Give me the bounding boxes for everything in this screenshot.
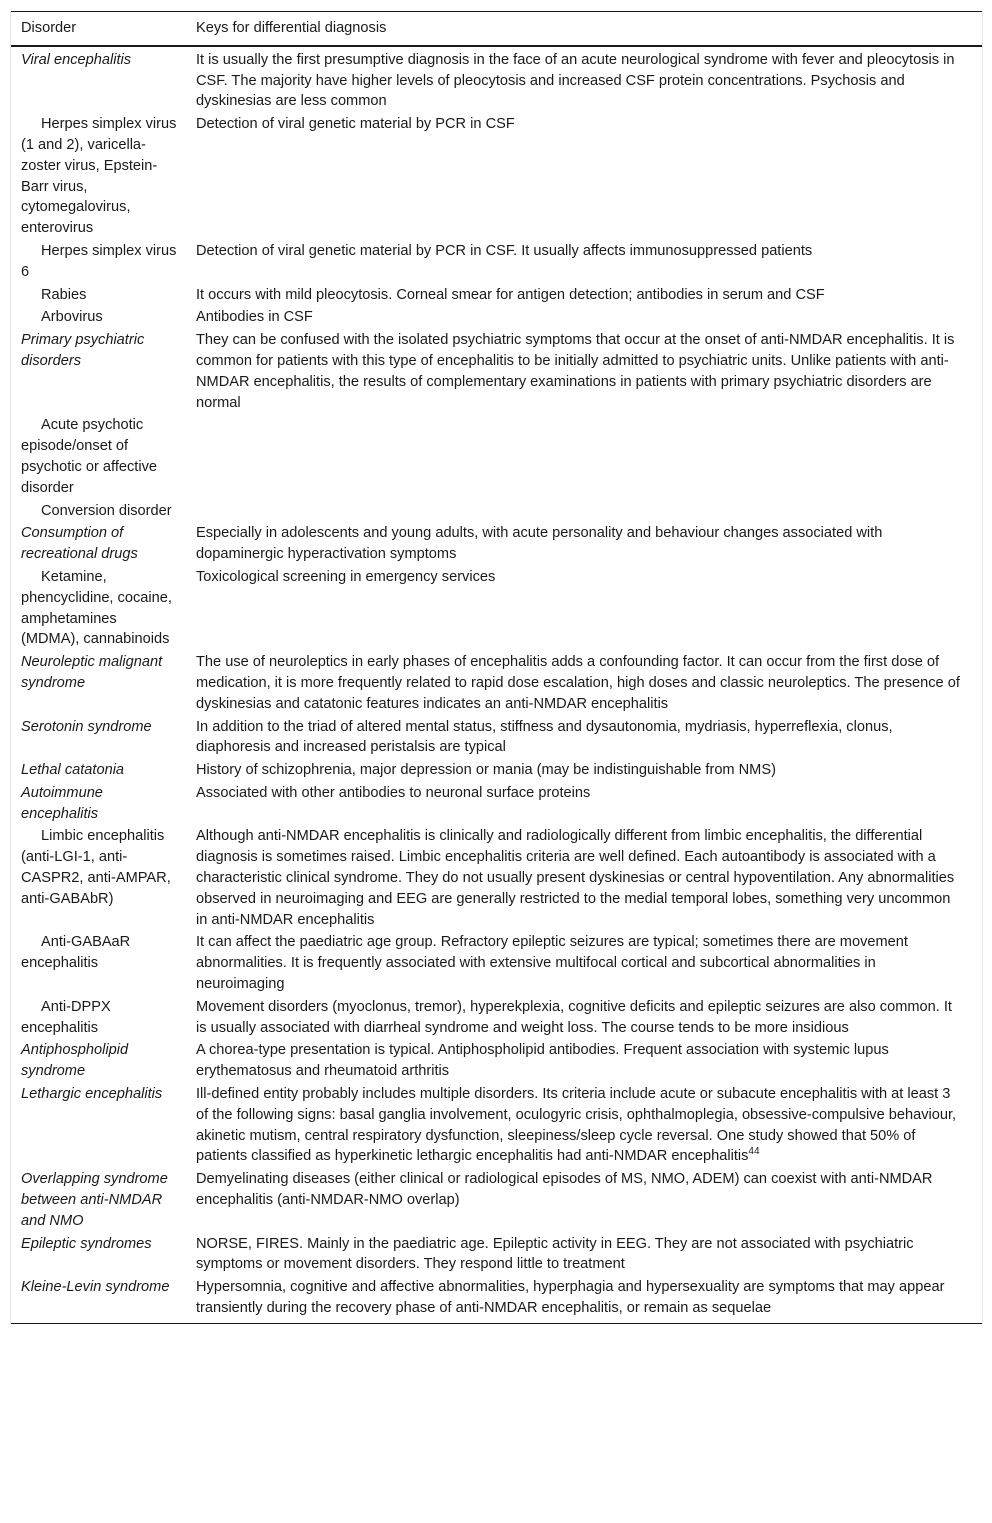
disorder-category-cell: Antiphospholipid syndrome — [21, 1042, 129, 1080]
differential-diagnosis-table-container — [10, 11, 983, 1324]
keys-cell — [187, 1083, 982, 1168]
table-row — [11, 306, 982, 329]
table-row — [11, 1168, 982, 1232]
keys-cell — [187, 931, 982, 995]
keys-text: Antibodies in CSF — [196, 309, 313, 326]
table-row — [11, 931, 982, 995]
keys-cell — [187, 759, 982, 782]
keys-text: Movement disorders (myoclonus, tremor), hyperekplexia, cognitive deficits and epileptic seizures are also common. It is usually associated with diarrheal syndrome and weight loss. The course tends to be more insidious — [196, 998, 952, 1036]
keys-text: Demyelinating diseases (either clinical or radiological episodes of MS, NMO, ADEM) can coexist with anti-NMDAR encephalitis (anti-NMDAR-NMO overlap) — [196, 1171, 933, 1209]
keys-text: Detection of viral genetic material by PCR in CSF — [196, 116, 515, 133]
disorder-subtype-cell: Conversion disorder — [41, 502, 172, 519]
table-row — [11, 240, 982, 284]
disorder-subtype-cell: Anti-GABAaR encephalitis — [21, 934, 131, 972]
disorder-category-cell: Autoimmune encephalitis — [21, 784, 103, 822]
disorder-subtype-cell: Ketamine, phencyclidine, cocaine, amphetamines (MDMA), cannabinoids — [21, 568, 172, 648]
table-row — [11, 46, 982, 113]
table-row — [11, 522, 982, 566]
disorder-category-cell: Overlapping syndrome between anti-NMDAR and NMO — [21, 1171, 168, 1229]
table-row — [11, 414, 982, 499]
disorder-subtype-cell: Arbovirus — [41, 309, 103, 326]
keys-cell — [187, 1039, 982, 1083]
table-row — [11, 329, 982, 414]
keys-cell — [187, 306, 982, 329]
keys-text: A chorea-type presentation is typical. Antiphospholipid antibodies. Frequent association with systemic lupus erythematosus and rheumatoid arthritis — [196, 1042, 889, 1080]
keys-text: Ill-defined entity probably includes multiple disorders. Its criteria include acute or subacute encephalitis with at least 3 of the following signs: basal ganglia involvement, oculogyric crisis, ophthalmoplegia, obsessive-compulsive behaviour, akinetic mutism, central respiratory dysfunction, sleepiness/sleep cycle reversal. One study showed that 50% of patients classified as hyperkinetic lethargic encephalitis had anti-NMDAR encephalitis — [196, 1086, 957, 1165]
keys-cell — [187, 1233, 982, 1277]
disorder-subtype-cell: Herpes simplex virus (1 and 2), varicella-zoster virus, Epstein-Barr virus, cytomegalovirus, enterovirus — [21, 116, 177, 237]
disorder-category-cell: Lethargic encephalitis — [21, 1086, 163, 1103]
disorder-category-cell: Lethal catatonia — [21, 762, 125, 779]
table-row — [11, 782, 982, 826]
table-row — [11, 113, 982, 240]
table-row — [11, 651, 982, 715]
keys-cell — [187, 782, 982, 826]
keys-cell — [187, 46, 982, 113]
keys-cell — [187, 566, 982, 651]
keys-text: It occurs with mild pleocytosis. Corneal smear for antigen detection; antibodies in serum and CSF — [196, 286, 825, 303]
differential-diagnosis-table — [11, 11, 982, 1324]
table-row — [11, 996, 982, 1040]
table-row — [11, 759, 982, 782]
keys-text: Associated with other antibodies to neuronal surface proteins — [196, 784, 591, 801]
keys-text: Especially in adolescents and young adults, with acute personality and behaviour changes associated with dopaminergic hyperactivation symptoms — [196, 525, 883, 563]
keys-cell — [187, 1276, 982, 1323]
keys-cell — [187, 716, 982, 760]
table-row — [11, 825, 982, 931]
disorder-subtype-cell: Limbic encephalitis (anti-LGI-1, anti-CASPR2, anti-AMPAR, anti-GABAbR) — [21, 828, 171, 907]
keys-cell — [187, 651, 982, 715]
keys-text: They can be confused with the isolated psychiatric symptoms that occur at the onset of anti-NMDAR encephalitis. It is common for patients with this type of encephalitis to be initially admitted to psychiatric units. Unlike patients with anti-NMDAR encephalitis, the results of complementary examinations in patients with primary psychiatric disorders are normal — [196, 332, 955, 411]
keys-text: Although anti-NMDAR encephalitis is clinically and radiologically different from limbic encephalitis, the differential diagnosis is sometimes raised. Limbic encephalitis criteria are well defined. Each autoantibody is associated with a characteristic clinical syndrome. They do not usually present dyskinesias or central hypoventilation. Any abnormalities observed in neuroimaging and EEG are generally restricted to the medial temporal lobes, something very uncommon in anti-NMDAR encephalitis — [196, 828, 955, 928]
table-row — [11, 284, 982, 307]
keys-text: Toxicological screening in emergency services — [196, 568, 496, 585]
keys-text: In addition to the triad of altered mental status, stiffness and dysautonomia, mydriasis, hyperreflexia, clonus, diaphoresis and increased peristalsis are typical — [196, 718, 893, 756]
keys-cell — [187, 825, 982, 931]
disorder-category-cell: Kleine-Levin syndrome — [11, 1276, 187, 1323]
disorder-category-cell: Consumption of recreational drugs — [21, 525, 138, 563]
disorder-subtype-cell: Anti-DPPX encephalitis — [21, 998, 111, 1036]
keys-cell — [187, 500, 982, 523]
disorder-subtype-cell: Herpes simplex virus 6 — [21, 242, 177, 280]
header-disorder: Disorder — [11, 12, 187, 46]
header-keys: Keys for differential diagnosis — [187, 12, 982, 46]
keys-cell — [187, 113, 982, 240]
keys-cell — [187, 1168, 982, 1232]
header-row — [11, 12, 982, 46]
table-row — [11, 1276, 982, 1323]
keys-text: Hypersomnia, cognitive and affective abnormalities, hyperphagia and hypersexuality are symptoms that may appear transiently during the recovery phase of anti-NMDAR encephalitis, or remain as sequelae — [196, 1279, 945, 1317]
keys-cell — [187, 284, 982, 307]
keys-text: It can affect the paediatric age group. Refractory epileptic seizures are typical; sometimes there are movement abnormalities. It is frequently associated with extensive multifocal cortical and subcortical abnormalities in neuroimaging — [196, 934, 908, 993]
keys-cell — [187, 240, 982, 284]
keys-cell — [187, 329, 982, 414]
disorder-category-cell: Epileptic syndromes — [21, 1235, 152, 1252]
table-row — [11, 716, 982, 760]
disorder-category-cell: Viral encephalitis — [21, 51, 132, 68]
disorder-subtype-cell: Rabies — [41, 286, 87, 303]
table-row — [11, 566, 982, 651]
table-body — [11, 46, 982, 1324]
disorder-category-cell: Serotonin syndrome — [21, 718, 152, 735]
disorder-category-cell: Primary psychiatric disorders — [21, 332, 145, 369]
keys-text: Detection of viral genetic material by PCR in CSF. It usually affects immunosuppressed patients — [196, 242, 813, 259]
keys-text: It is usually the first presumptive diagnosis in the face of an acute neurological syndrome with fever and pleocytosis in CSF. The majority have higher levels of pleocytosis and increased CSF protein concentrations. Psychosis and dyskinesias are less common — [196, 51, 955, 110]
keys-cell — [187, 996, 982, 1040]
keys-text: The use of neuroleptics in early phases of encephalitis adds a confounding factor. It can occur from the first dose of medication, it is more frequently related to rapid dose escalation, high doses and classic neuroleptics. The presence of dyskinesias and catatonic features indicates an anti-NMDAR encephalitis — [196, 654, 960, 712]
disorder-subtype-cell: Acute psychotic episode/onset of psychotic or affective disorder — [21, 417, 158, 496]
reference-superscript: 44 — [748, 1146, 760, 1158]
keys-cell — [187, 414, 982, 499]
keys-text: NORSE, FIRES. Mainly in the paediatric age. Epileptic activity in EEG. They are not associated with psychiatric symptoms or movement disorders. They respond little to treatment — [196, 1235, 914, 1273]
table-header — [11, 12, 982, 46]
table-row — [11, 1083, 982, 1168]
keys-text: History of schizophrenia, major depression or mania (may be indistinguishable from NMS) — [196, 762, 776, 779]
table-row — [11, 500, 982, 523]
table-row — [11, 1233, 982, 1277]
table-row — [11, 1039, 982, 1083]
keys-cell — [187, 522, 982, 566]
disorder-category-cell: Neuroleptic malignant syndrome — [21, 654, 163, 691]
